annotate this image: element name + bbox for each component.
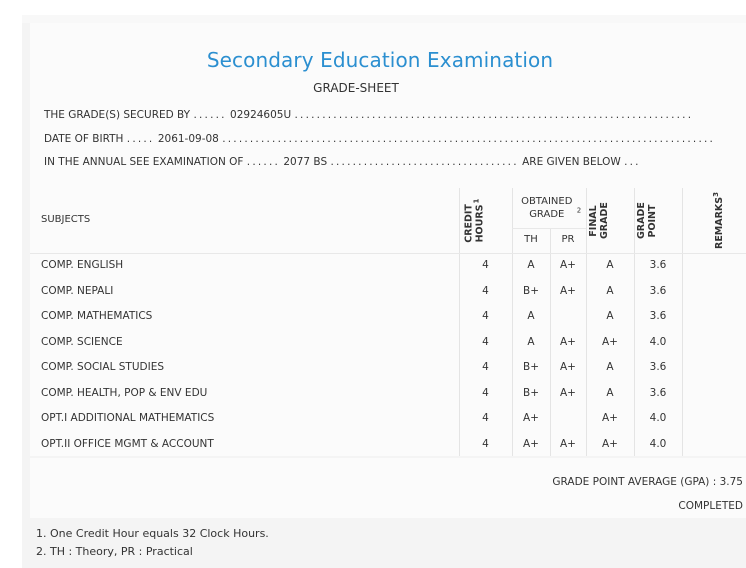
header-final-grade (588, 199, 632, 243)
subject-cell: COMP. HEALTH, POP & ENV EDU (41, 386, 208, 399)
obtained-grade-text: OBTAINED GRADE (521, 196, 573, 220)
subject-cell: COMP. SOCIAL STUDIES (41, 361, 165, 373)
credit-hours-text: CREDIT HOURS (463, 204, 486, 243)
credit-cell: 4 (482, 386, 489, 399)
final-grade-cell: A+ (602, 412, 618, 424)
final-grade-cell: A+ (602, 437, 618, 450)
subject-cell: COMP. SCIENCE (41, 335, 123, 348)
final-grade-cell: A (606, 259, 614, 271)
col-divider (682, 188, 683, 456)
subject-cell: OPT.I ADDITIONAL MATHEMATICS (41, 412, 215, 424)
credit-hours-sup: 1 (472, 198, 481, 204)
remarks-text: REMARKS (714, 196, 726, 249)
secured-label: THE GRADE(S) SECURED BY (44, 109, 191, 121)
final-grade-cell: A (606, 386, 614, 399)
exam-line: IN THE ANNUAL SEE EXAMINATION OF ...... 2077 BS .................................. ARE GIVEN BELOW ... (44, 156, 641, 168)
grade-point-cell: 4.0 (649, 412, 667, 424)
credit-cell: 4 (482, 259, 489, 271)
row-divider (512, 228, 586, 229)
grade-point-cell: 3.6 (649, 386, 667, 399)
subject-cell: COMP. ENGLISH (41, 259, 124, 271)
th-grade-cell: A+ (523, 412, 539, 424)
credit-cell: 4 (482, 412, 489, 424)
grade-point-cell: 3.6 (649, 259, 667, 271)
th-grade-cell: B+ (522, 386, 539, 399)
th-grade-cell: B+ (522, 284, 539, 297)
pr-grade-cell: A+ (560, 361, 576, 373)
status-text: COMPLETED (678, 500, 743, 512)
exam-label: IN THE ANNUAL SEE EXAMINATION OF (44, 156, 244, 168)
subject-cell: OPT.II OFFICE MGMT & ACCOUNT (41, 437, 214, 450)
header-pr: PR (561, 234, 575, 245)
header-grade-point (636, 199, 680, 243)
header-credit-hours (464, 195, 508, 248)
subject-cell: COMP. NEPALI (41, 284, 114, 297)
th-grade-cell: A (527, 310, 535, 322)
header-th: TH (524, 234, 538, 245)
final-grade-cell: A+ (602, 335, 618, 348)
grade-sheet-subtitle: GRADE-SHEET (313, 81, 399, 95)
final-grade-cell: A (606, 284, 614, 297)
pr-grade-cell: A+ (560, 284, 576, 297)
pr-grade-cell: A+ (560, 386, 576, 399)
credit-cell: 4 (482, 284, 489, 297)
summary-panel (30, 458, 746, 518)
grade-point-cell: 4.0 (649, 335, 667, 348)
grade-point-text: GRADE POINT (636, 202, 658, 239)
grade-point-cell: 3.6 (649, 284, 667, 297)
th-grade-cell: A+ (523, 437, 539, 450)
grade-point-cell: 4.0 (649, 437, 667, 450)
footnote-2: 2. TH : Theory, PR : Practical (36, 545, 193, 558)
credit-cell: 4 (482, 437, 489, 450)
exam-year: 2077 BS (283, 156, 328, 168)
sheet-top-border (22, 15, 746, 23)
header-subjects: SUBJECTS (41, 214, 91, 225)
header-remarks (711, 193, 725, 249)
dob-label: DATE OF BIRTH (44, 133, 124, 145)
pr-grade-cell: A+ (560, 437, 576, 450)
exam-suffix: ARE GIVEN BELOW (522, 156, 621, 168)
pr-grade-cell: A+ (560, 259, 576, 271)
obtained-grade-sup: 2 (576, 206, 582, 215)
grade-point-cell: 3.6 (649, 361, 667, 373)
symbol-number: 02924605U (230, 109, 292, 121)
dob-line: DATE OF BIRTH ..... 2061-09-08 ......................................................................................... (44, 133, 716, 145)
final-grade-cell: A (606, 310, 614, 322)
dob-value: 2061-09-08 (157, 133, 219, 145)
th-grade-cell: A (527, 259, 535, 271)
row-divider (30, 253, 746, 254)
header-obtained-grade (512, 195, 586, 221)
secured-by-line: THE GRADE(S) SECURED BY ...... 02924605U ........................................................................ (44, 109, 694, 121)
pr-grade-cell: A+ (560, 335, 576, 348)
credit-cell: 4 (482, 361, 489, 373)
remarks-sup: 3 (712, 191, 720, 197)
final-grade-cell: A (606, 361, 614, 373)
th-grade-cell: B+ (522, 361, 539, 373)
th-grade-cell: A (527, 335, 535, 348)
subject-cell: COMP. MATHEMATICS (41, 310, 153, 322)
footnote-1: 1. One Credit Hour equals 32 Clock Hours. (36, 527, 269, 540)
grade-point-cell: 3.6 (649, 310, 667, 322)
final-grade-text: FINAL GRADE (588, 202, 610, 239)
exam-title: Secondary Education Examination (206, 48, 554, 72)
gpa-text: GRADE POINT AVERAGE (GPA) : 3.75 (552, 476, 743, 488)
credit-cell: 4 (482, 310, 489, 322)
credit-cell: 4 (482, 335, 489, 348)
